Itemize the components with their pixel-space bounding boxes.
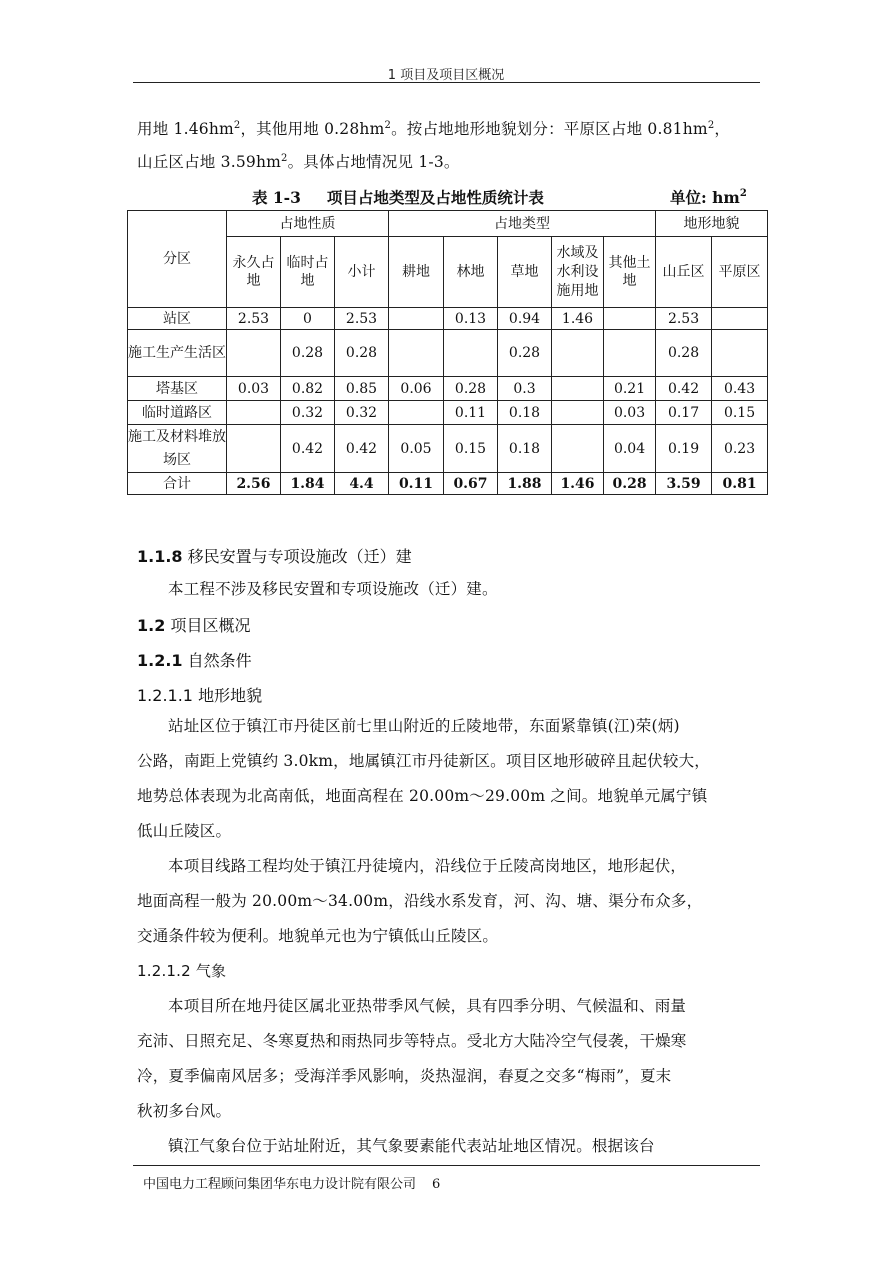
cell: 0.19 bbox=[656, 425, 712, 473]
cell: 0.15 bbox=[712, 401, 768, 425]
cell: 1.46 bbox=[552, 473, 604, 495]
cell: 0.03 bbox=[604, 401, 656, 425]
cell bbox=[444, 330, 498, 377]
cell: 0.11 bbox=[389, 473, 444, 495]
cell: 0.3 bbox=[498, 377, 552, 401]
cell: 0.04 bbox=[604, 425, 656, 473]
cell: 0.28 bbox=[335, 330, 389, 377]
heading-1-2-1-2: 1.2.1.2 气象 bbox=[137, 962, 227, 980]
subheader: 山丘区 bbox=[656, 237, 712, 308]
subheader: 耕地 bbox=[389, 237, 444, 308]
cell: 1.46 bbox=[552, 308, 604, 330]
subheader: 小计 bbox=[335, 237, 389, 308]
cell: 0.42 bbox=[335, 425, 389, 473]
para-terrain-2: 地面高程一般为 20.00m～34.00m，沿线水系发育，河、沟、塘、渠分布众多， bbox=[137, 892, 703, 910]
running-header: 1 项目及项目区概况 bbox=[387, 68, 505, 83]
para-terrain-1: 公路，南距上党镇约 3.0km，地属镇江市丹徒新区。项目区地形破碎且起伏较大， bbox=[137, 752, 710, 770]
header-landform: 地形地貌 bbox=[656, 211, 768, 237]
subheader: 其他土地 bbox=[604, 237, 656, 308]
cell bbox=[227, 425, 281, 473]
cell bbox=[552, 425, 604, 473]
row-zone: 临时道路区 bbox=[128, 401, 227, 425]
cell: 0.06 bbox=[389, 377, 444, 401]
cell: 0.28 bbox=[656, 330, 712, 377]
cell: 0.13 bbox=[444, 308, 498, 330]
para-climate: 充沛、日照充足、冬寒夏热和雨热同步等特点。受北方大陆冷空气侵袭，干燥寒 bbox=[137, 1032, 687, 1050]
row-zone: 施工及材料堆放场区 bbox=[128, 425, 227, 473]
cell bbox=[712, 330, 768, 377]
cell: 0.32 bbox=[281, 401, 335, 425]
heading-1-2: 1.2 项目区概况 bbox=[137, 616, 251, 635]
para-terrain-1: 站址区位于镇江市丹徒区前七里山附近的丘陵地带，东面紧靠镇(江)荣(炳) bbox=[168, 717, 680, 735]
row-zone: 合计 bbox=[128, 473, 227, 495]
cell: 0.28 bbox=[498, 330, 552, 377]
cell bbox=[389, 330, 444, 377]
cell: 0 bbox=[281, 308, 335, 330]
cell bbox=[552, 377, 604, 401]
cell: 2.53 bbox=[656, 308, 712, 330]
table-row bbox=[128, 401, 768, 425]
cell: 0.18 bbox=[498, 401, 552, 425]
header-nature: 占地性质 bbox=[227, 211, 389, 237]
table-row bbox=[128, 308, 768, 330]
land-use-table bbox=[127, 210, 768, 495]
cell: 2.56 bbox=[227, 473, 281, 495]
cell: 0.32 bbox=[335, 401, 389, 425]
subheader: 临时占地 bbox=[281, 237, 335, 308]
cell: 0.23 bbox=[712, 425, 768, 473]
cell: 2.53 bbox=[335, 308, 389, 330]
para-climate: 冷，夏季偏南风居多；受海洋季风影响，炎热湿润，春夏之交多“梅雨”，夏末 bbox=[137, 1067, 672, 1085]
heading-1-2-1: 1.2.1 自然条件 bbox=[137, 651, 252, 670]
intro-line-2: 山丘区占地 $3.59hm^2$。具体占地情况见 1-3。 bbox=[137, 153, 460, 171]
cell bbox=[712, 308, 768, 330]
cell bbox=[389, 401, 444, 425]
table-caption: 表 1-3 项目占地类型及占地性质统计表 bbox=[252, 188, 544, 207]
row-zone: 站区 bbox=[128, 308, 227, 330]
cell: 1.88 bbox=[498, 473, 552, 495]
para-climate: 本项目所在地丹徒区属北亚热带季风气候，具有四季分明、气候温和、雨量 bbox=[168, 997, 687, 1015]
cell: 0.18 bbox=[498, 425, 552, 473]
table-unit: 单位: $hm^2$ bbox=[670, 188, 747, 207]
cell: 3.59 bbox=[656, 473, 712, 495]
row-zone: 塔基区 bbox=[128, 377, 227, 401]
cell bbox=[552, 330, 604, 377]
table-row bbox=[128, 425, 768, 473]
header-rule bbox=[133, 82, 760, 83]
cell bbox=[604, 308, 656, 330]
page-number: 6 bbox=[432, 1177, 441, 1192]
table-row bbox=[128, 377, 768, 401]
cell bbox=[227, 401, 281, 425]
cell: 0.11 bbox=[444, 401, 498, 425]
cell: 0.42 bbox=[656, 377, 712, 401]
cell: 0.28 bbox=[444, 377, 498, 401]
subheader: 平原区 bbox=[712, 237, 768, 308]
cell: 0.21 bbox=[604, 377, 656, 401]
cell: 4.4 bbox=[335, 473, 389, 495]
cell: 0.81 bbox=[712, 473, 768, 495]
para-terrain-2: 本项目线路工程均处于镇江丹徒境内，沿线位于丘陵高岗地区，地形起伏， bbox=[168, 857, 687, 875]
intro-line-1: 用地 $1.46hm^2$，其他用地 $0.28hm^2$。按占地地形地貌划分：平原区占地 $0.81hm^2$， bbox=[137, 120, 731, 138]
heading-1-2-1-1: 1.2.1.1 地形地貌 bbox=[137, 686, 263, 705]
cell: 1.84 bbox=[281, 473, 335, 495]
cell: 0.67 bbox=[444, 473, 498, 495]
table-total-row bbox=[128, 473, 768, 495]
table-row bbox=[128, 330, 768, 377]
cell: 0.28 bbox=[281, 330, 335, 377]
cell bbox=[552, 401, 604, 425]
cell: 0.15 bbox=[444, 425, 498, 473]
subheader: 草地 bbox=[498, 237, 552, 308]
para-1-1-8: 本工程不涉及移民安置和专项设施改（迁）建。 bbox=[168, 580, 498, 598]
footer-org: 中国电力工程顾问集团华东电力设计院有限公司 bbox=[143, 1177, 417, 1192]
header-type: 占地类型 bbox=[389, 211, 656, 237]
cell: 0.85 bbox=[335, 377, 389, 401]
heading-1-1-8: 1.1.8 移民安置与专项设施改（迁）建 bbox=[137, 547, 412, 566]
header-zone: 分区 bbox=[128, 211, 227, 308]
cell: 0.94 bbox=[498, 308, 552, 330]
cell bbox=[604, 330, 656, 377]
cell: 0.03 bbox=[227, 377, 281, 401]
para-terrain-1: 低山丘陵区。 bbox=[137, 822, 232, 840]
para-climate: 秋初多台风。 bbox=[137, 1102, 232, 1120]
cell: 0.17 bbox=[656, 401, 712, 425]
cell bbox=[389, 308, 444, 330]
subheader: 水域及水利设施用地 bbox=[552, 237, 604, 308]
cell bbox=[227, 330, 281, 377]
subheader: 林地 bbox=[444, 237, 498, 308]
para-terrain-1: 地势总体表现为北高南低，地面高程在 20.00m～29.00m 之间。地貌单元属宁镇 bbox=[137, 787, 708, 805]
row-zone: 施工生产生活区 bbox=[128, 330, 227, 377]
cell: 2.53 bbox=[227, 308, 281, 330]
cell: 0.28 bbox=[604, 473, 656, 495]
cell: 0.43 bbox=[712, 377, 768, 401]
cell: 0.05 bbox=[389, 425, 444, 473]
subheader: 永久占地 bbox=[227, 237, 281, 308]
page-footer bbox=[143, 1173, 440, 1192]
para-terrain-2: 交通条件较为便利。地貌单元也为宁镇低山丘陵区。 bbox=[137, 927, 499, 945]
footer-rule bbox=[133, 1165, 760, 1166]
cell: 0.82 bbox=[281, 377, 335, 401]
cell: 0.42 bbox=[281, 425, 335, 473]
para-station: 镇江气象台位于站址附近，其气象要素能代表站址地区情况。根据该台 bbox=[168, 1137, 655, 1155]
